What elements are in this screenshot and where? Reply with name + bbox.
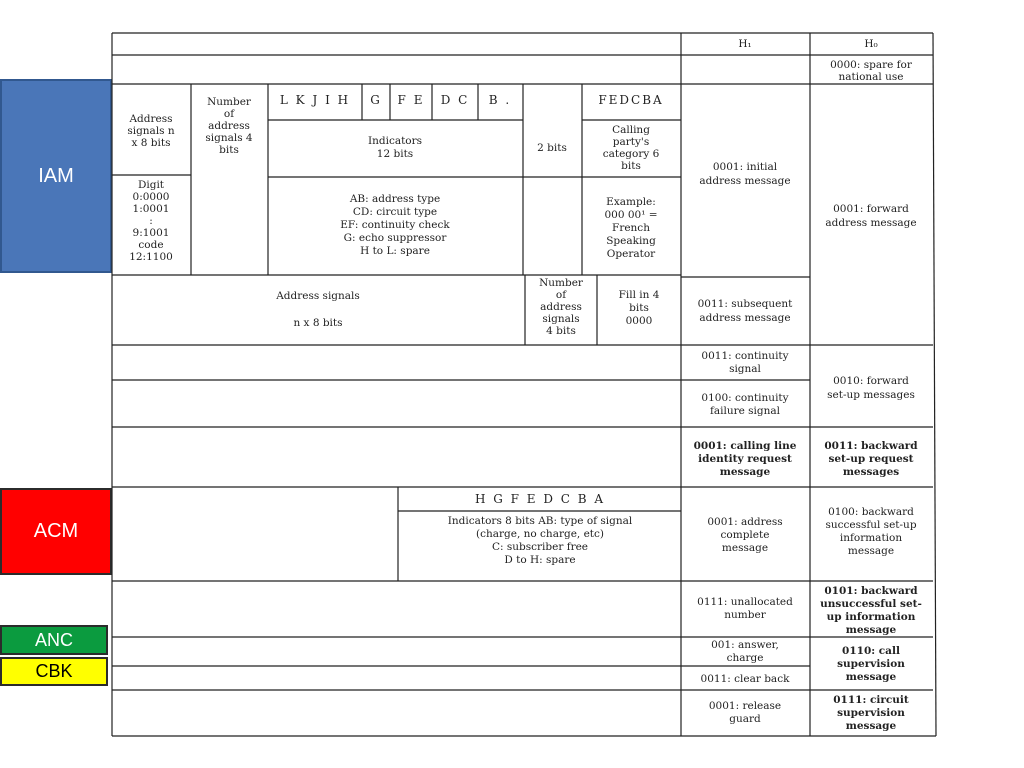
acm-desc-2: (charge, no charge, etc)	[476, 528, 604, 540]
acm-desc-4: D to H: spare	[504, 554, 576, 566]
iam-example-4: Speaking	[606, 235, 656, 247]
iam-desc-g: G: echo suppressor	[343, 232, 447, 244]
release-h1-1: 0001: release	[708, 700, 782, 712]
cli-h0-2: set-up request	[828, 453, 914, 465]
h1-header: H₁	[738, 38, 752, 50]
cont-h0-1: 0010: forward	[833, 375, 909, 387]
iam-bits-dc: D C	[440, 93, 470, 107]
iam-h1-2: address message	[699, 175, 791, 187]
acm-h1-2: complete	[720, 529, 770, 541]
iam-num-addr-3: address	[208, 120, 250, 132]
iam-bits-fedcba: FEDCBA	[598, 93, 664, 107]
answer-h1-1: 001: answer,	[711, 639, 779, 651]
iam-digit-7: 12:1100	[129, 251, 173, 263]
iam-bits-g: G	[370, 93, 382, 107]
sam-fill-3: 0000	[625, 315, 653, 327]
release-h1-2: guard	[729, 713, 761, 725]
iam-indicators-1: Indicators	[367, 135, 423, 147]
iam-example-5: Operator	[606, 248, 656, 260]
acm-bits: H G F E D C B A	[474, 492, 606, 506]
iam-label: IAM	[0, 79, 112, 273]
cli-h1-1: 0001: calling line	[693, 440, 797, 452]
sam-num-addr-4: signals	[542, 313, 580, 325]
sam-num-addr-3: address	[540, 301, 582, 313]
iam-h0-1: 0001: forward	[833, 203, 909, 215]
cli-h1-3: message	[719, 466, 771, 478]
clear-back-h1: 0011: clear back	[700, 673, 790, 685]
iam-two-bits: 2 bits	[537, 142, 567, 154]
sam-h1-1: 0011: subsequent	[697, 298, 793, 310]
iam-digit-1: Digit	[137, 179, 165, 191]
sam-fill-1: Fill in 4	[618, 289, 660, 301]
iam-calling-cat-1: Calling	[612, 124, 650, 136]
acm-h0-4: message	[847, 545, 895, 557]
iam-desc-ef: EF: continuity check	[340, 219, 450, 231]
answer-h0-3: message	[845, 671, 897, 683]
h0-header: H₀	[864, 38, 878, 50]
acm-h0-1: 0100: backward	[828, 506, 914, 518]
anc-label: ANC	[0, 625, 108, 655]
acm-h0-3: information	[839, 532, 903, 544]
iam-example-1: Example:	[606, 196, 656, 208]
acm-desc-3: C: subscriber free	[491, 541, 589, 553]
unalloc-h0-3: up information	[826, 611, 916, 623]
iam-bits-fe: F E	[397, 93, 425, 107]
iam-h1-1: 0001: initial	[712, 161, 778, 173]
iam-calling-cat-3: category 6	[602, 148, 660, 160]
iam-bits-ba: B .	[488, 93, 512, 107]
iam-digit-3: 1:0001	[132, 203, 170, 215]
iam-digit-5: 9:1001	[132, 227, 170, 239]
iam-desc-ab: AB: address type	[349, 193, 441, 205]
release-h0-2: supervision	[837, 707, 905, 719]
iam-digit-6: code	[138, 239, 164, 251]
iam-desc-hl: H to L: spare	[360, 245, 430, 257]
spare-national-line2: national use	[838, 71, 904, 83]
answer-h1-2: charge	[726, 652, 764, 664]
iam-h0-2: address message	[825, 217, 917, 229]
sam-num-addr-1: Number	[539, 277, 583, 289]
iam-addr-signals-3: x 8 bits	[131, 137, 171, 149]
iam-desc-cd: CD: circuit type	[352, 206, 438, 218]
acm-h1-1: 0001: address	[707, 516, 783, 528]
iam-digit-4: :	[149, 215, 153, 227]
sam-h1-2: address message	[699, 312, 791, 324]
iam-num-addr-2: of	[223, 108, 235, 120]
acm-h0-2: successful set-up	[825, 519, 917, 531]
acm-desc-1: Indicators 8 bits AB: type of signal	[447, 515, 633, 527]
cont-h1-1: 0011: continuity	[701, 350, 789, 362]
answer-h0-2: supervision	[837, 658, 905, 670]
cbk-label: CBK	[0, 657, 108, 686]
iam-indicators-2: 12 bits	[376, 148, 414, 160]
sam-addr-signals-1: Address signals	[276, 290, 360, 302]
answer-h0-1: 0110: call	[842, 645, 900, 657]
iam-calling-cat-4: bits	[621, 160, 641, 172]
cont-h1-2: signal	[729, 363, 761, 375]
iam-addr-signals-1: Address	[129, 113, 173, 125]
unalloc-h0-4: message	[845, 624, 897, 636]
sam-num-addr-5: 4 bits	[546, 325, 576, 337]
unalloc-h0-1: 0101: backward	[824, 585, 918, 597]
unalloc-h1-2: number	[724, 609, 766, 621]
iam-example-3: French	[612, 222, 650, 234]
iam-example-2: 000 00¹ =	[604, 209, 658, 221]
sam-fill-2: bits	[629, 302, 649, 314]
iam-addr-signals-2: signals n	[127, 125, 175, 137]
unalloc-h0-2: unsuccessful set-	[820, 598, 922, 610]
iam-bits-lkjih: L K J I H	[279, 93, 351, 107]
cont-fail-2: failure signal	[709, 405, 781, 417]
iam-digit-2: 0:0000	[132, 191, 170, 203]
sam-addr-signals-2: n x 8 bits	[293, 317, 343, 329]
cli-h0-3: messages	[842, 466, 900, 478]
release-h0-3: message	[845, 720, 897, 732]
cont-h0-2: set-up messages	[827, 389, 915, 401]
spare-national-line1: 0000: spare for	[830, 59, 912, 71]
sam-num-addr-2: of	[555, 289, 567, 301]
iam-calling-cat-2: party's	[612, 136, 650, 148]
unalloc-h1-1: 0111: unallocated	[697, 596, 793, 608]
iam-num-addr-4: signals 4	[205, 132, 253, 144]
release-h0-1: 0111: circuit	[833, 694, 909, 706]
cli-h1-2: identity request	[698, 453, 792, 465]
acm-h1-3: message	[721, 542, 769, 554]
cli-h0-1: 0011: backward	[824, 440, 918, 452]
acm-label: ACM	[0, 488, 112, 575]
cont-fail-1: 0100: continuity	[701, 392, 789, 404]
iam-num-addr-5: bits	[219, 144, 239, 156]
iam-num-addr-1: Number	[207, 96, 251, 108]
